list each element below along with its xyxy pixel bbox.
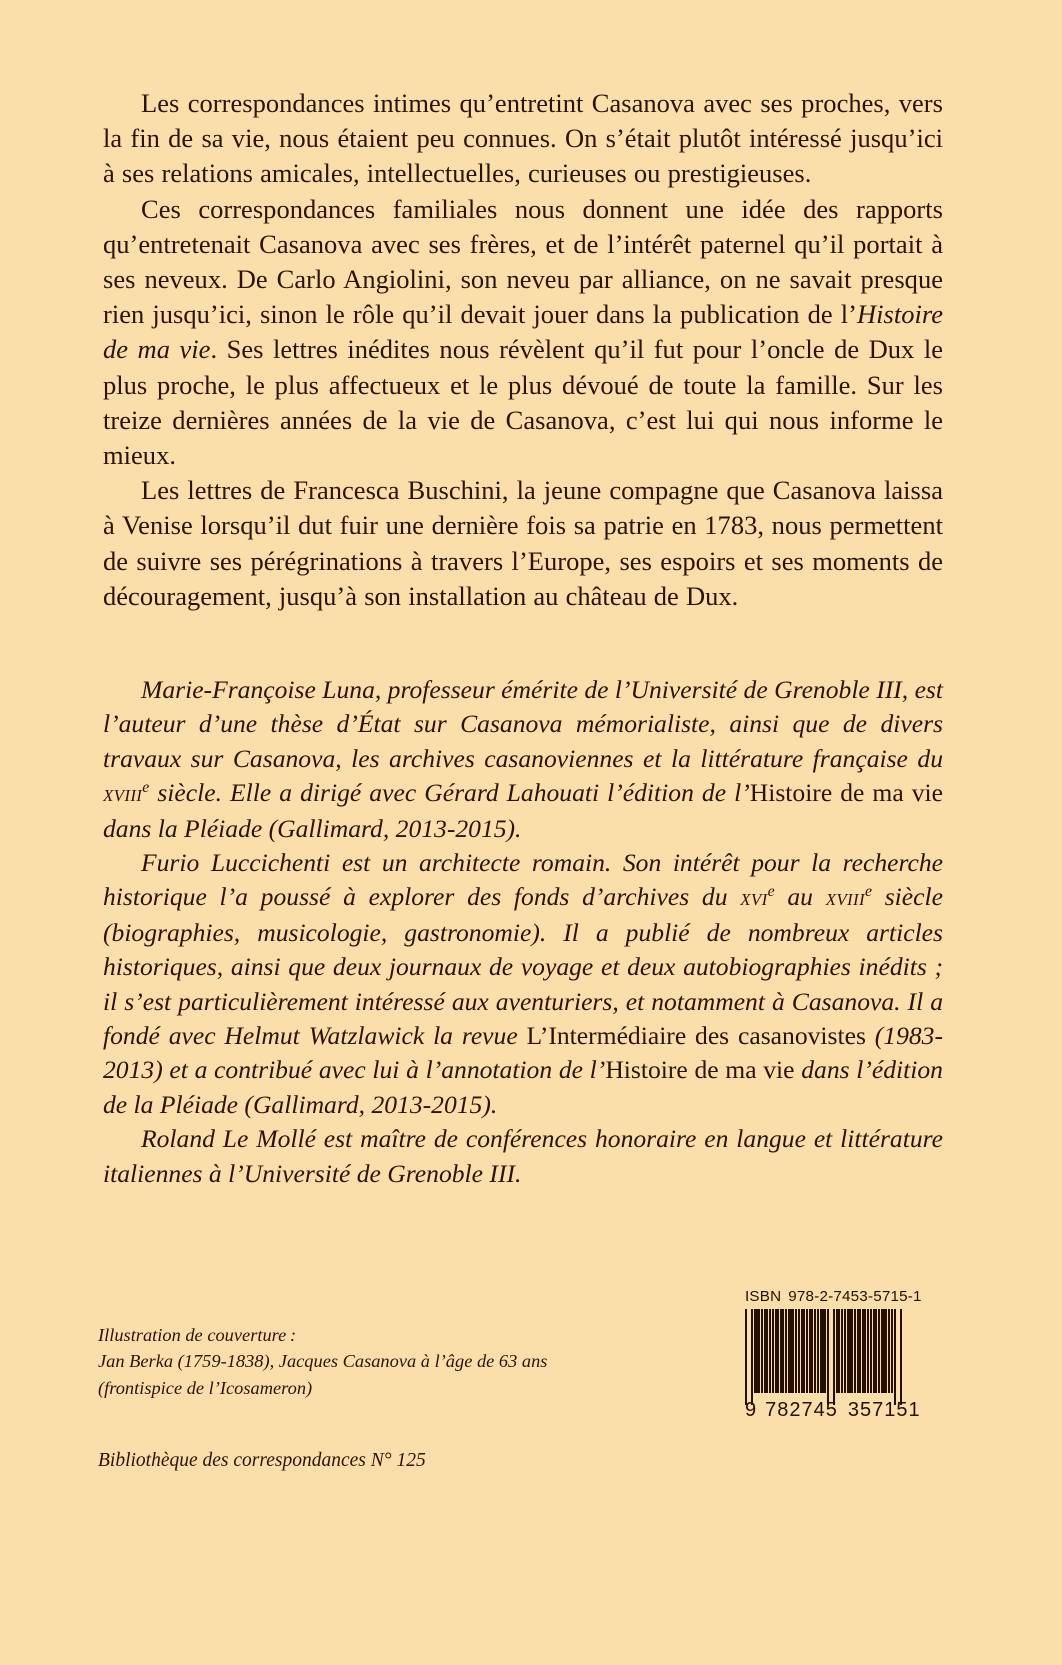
barcode-bar — [873, 1309, 877, 1393]
luccichenti-revue-title: L’Intermédiaire des casanovistes — [526, 1021, 866, 1051]
blurb-paragraph-1: Les correspondances intimes qu’entretint Casanova avec ses proches, vers la fin de sa vie, nous étaient peu connues. On s’était plutôt intéressé jusqu’ici à ses relations amicales, intellectuelles, curieuses ou prestigieuses. — [103, 88, 943, 189]
barcode-bar — [836, 1309, 840, 1393]
luna-century-xviii: xviii — [103, 781, 143, 808]
barcode-bar — [833, 1309, 835, 1405]
luna-century-ordinal: e — [142, 779, 150, 797]
barcode-bar — [897, 1309, 899, 1393]
luccichenti-text-5: dans l’édition de la Pléiade (Gallimard, 2013-2015). — [103, 1055, 943, 1119]
barcode-bar — [764, 1309, 768, 1393]
barcode-bar — [888, 1309, 890, 1393]
barcode-bar — [798, 1309, 800, 1393]
barcode-bar — [809, 1309, 813, 1393]
blurb-paragraph-3: Les lettres de Francesca Buschini, la jeune compagne que Casanova laissa à Venise lorsqu’il dut fuir une dernière fois sa patrie en 1783, nous permettent de suivre ses pérégrinations à travers l’Europe, ses espoirs et ses moments de découragement, jusqu’à son installation au château de Dux. — [103, 475, 943, 611]
barcode-bar — [780, 1309, 784, 1393]
barcode-bar — [820, 1309, 826, 1393]
luna-text-2: siècle. Elle a dirigé avec Gérard Lahouati l’édition de l’ — [149, 778, 750, 808]
ean13-barcode — [745, 1309, 941, 1429]
luccichenti-work-title-histoire-de-ma-vie: Histoire de ma vie — [605, 1055, 795, 1085]
barcode-bar — [814, 1309, 816, 1393]
bio-marie-francoise-luna — [103, 673, 943, 846]
colophon-line-3: (frontispice de l’Icosameron) — [98, 1377, 313, 1398]
blurb-p2-tail: . Ses lettres inédites nous révèlent qu’il fut pour l’oncle de Dux le plus proche, le plus affectueux et le plus dévoué de toute la famille. Sur les treize dernières années de la vie de Casanova, c’est lui qui nous informe le mieux. — [103, 334, 943, 471]
barcode-bar — [772, 1309, 774, 1393]
barcode-bar — [751, 1309, 753, 1405]
luna-text-3: dans la Pléiade (Gallimard, 2013-2015). — [103, 813, 522, 843]
colophon-line-1: Illustration de couverture : — [98, 1325, 297, 1345]
bio-roland-le-molle: Roland Le Mollé est maître de conférences honoraire en langue et littérature italiennes à l’Université de Grenoble III. — [103, 1124, 943, 1188]
luccichenti-text-2: au — [774, 882, 826, 912]
barcode-bar — [844, 1309, 846, 1393]
barcode-bar — [881, 1309, 887, 1393]
luccichenti-century-xvi: xvi — [740, 885, 768, 912]
barcode-bar — [847, 1309, 853, 1393]
blurb-paragraph-2 — [103, 192, 943, 474]
barcode-bar — [867, 1309, 869, 1393]
luccichenti-text-1: Furio Luccichenti est un architecte romain. Son intérêt pour la recherche historique l’a poussé à explorer des fonds d’archives du — [103, 848, 943, 912]
barcode-bar — [788, 1309, 794, 1393]
barcode-bar — [894, 1309, 896, 1405]
isbn-line — [745, 1288, 941, 1305]
barcode-digits — [745, 1399, 941, 1422]
ean-left-group: 782745 — [765, 1399, 838, 1421]
blurb-section — [103, 86, 943, 614]
barcode-bar — [761, 1309, 763, 1393]
ean-right-group: 357151 — [847, 1399, 921, 1421]
barcode-bar — [801, 1309, 805, 1393]
barcode-bar — [857, 1309, 861, 1393]
barcode-bar — [775, 1309, 779, 1393]
barcode-bar — [806, 1309, 808, 1393]
barcode-bar — [870, 1309, 872, 1393]
barcode-bar — [785, 1309, 787, 1393]
ean-lead-digit: 9 — [745, 1399, 758, 1421]
luccichenti-century-from-ordinal: e — [767, 883, 775, 901]
barcode-bar — [795, 1309, 797, 1393]
luna-work-title-histoire-de-ma-vie: Histoire de ma vie — [749, 778, 943, 808]
barcode-bar — [817, 1309, 819, 1393]
isbn-label: ISBN — [745, 1288, 782, 1305]
barcode-bar — [827, 1309, 829, 1405]
barcode-bar — [900, 1309, 902, 1405]
barcode-bar — [769, 1309, 771, 1393]
barcode-bar — [745, 1309, 747, 1405]
luccichenti-text-4: (1983-2013) et a contribué avec lui à l’annotation de l’ — [103, 1021, 943, 1085]
series-label: Bibliothèque des correspondances N° 125 — [98, 1450, 426, 1471]
isbn-number: 978-2-7453-5715-1 — [788, 1288, 922, 1305]
colophon-line-2: Jan Berka (1759-1838), Jacques Casanova à l’âge de 63 ans — [98, 1351, 548, 1372]
barcode-bar — [891, 1309, 893, 1393]
work-title-histoire-de-ma-vie: Histoire de ma vie — [103, 299, 943, 365]
barcode-bar — [841, 1309, 843, 1393]
isbn-barcode-block — [745, 1288, 941, 1429]
luccichenti-century-xviii: xviii — [825, 885, 865, 912]
barcode-bar — [754, 1309, 760, 1393]
luccichenti-text-3: siècle (biographies, musicologie, gastronomie). Il a publié de nombreux articles historiques, ainsi que deux journaux de voyage et deux autobiographies inédits ; il s’est particulièrement intéressé aux aventuriers, et notamment à Casanova. Il a fondé avec Helmut Watzlawick la revue — [103, 882, 943, 1051]
barcode-bar — [862, 1309, 866, 1393]
blurb-p2-head: Ces correspondances familiales nous donnent une idée des rapports qu’entretenait Casanova avec ses frères, et de l’intérêt paternel qu’il portait à ses neveux. De Carlo Angiolini, son neveu par alliance, on ne savait presque rien jusqu’ici, sinon le rôle qu’il devait jouer dans la publication de l’ — [103, 193, 943, 330]
luna-text-1: Marie-Françoise Luna, professeur émérite de l’Université de Grenoble III, est l’auteur d’une thèse d’État sur Casanova mémorialiste, ainsi que de divers travaux sur Casanova, les archives casanoviennes et la littérature française du — [103, 675, 943, 773]
barcode-bars — [745, 1309, 941, 1405]
author-bios-section — [103, 673, 943, 1191]
barcode-bar — [748, 1309, 750, 1393]
barcode-bar — [878, 1309, 880, 1393]
bio-furio-luccichenti — [103, 846, 943, 1122]
barcode-bar — [830, 1309, 832, 1393]
barcode-bar — [854, 1309, 856, 1393]
luccichenti-century-to-ordinal: e — [864, 883, 872, 901]
cover-illustration-credit — [98, 1322, 718, 1401]
